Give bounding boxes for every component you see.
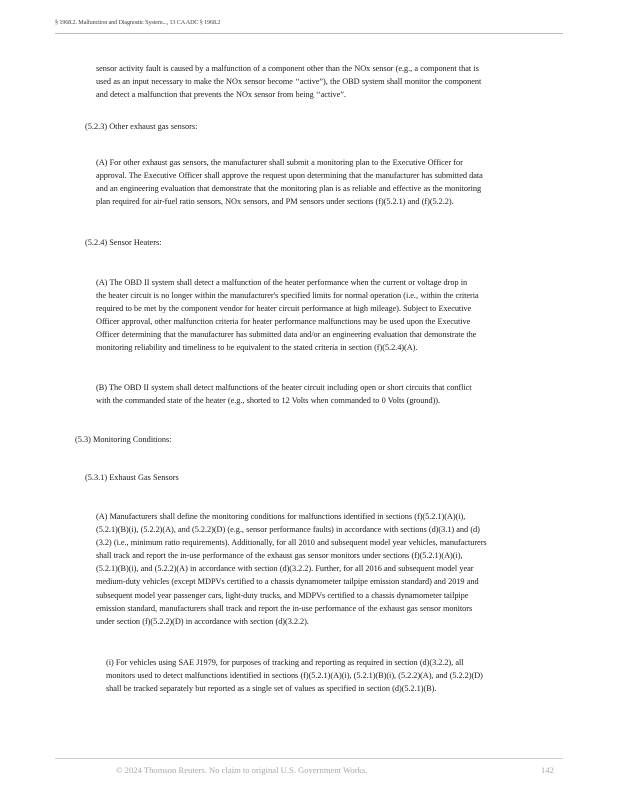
section-heading-5-2-4: (5.2.4) Sensor Heaters: [85,238,162,247]
section-heading-5-3-1: (5.3.1) Exhaust Gas Sensors [85,473,179,482]
paragraph-5-3-1-A [96,510,487,628]
text-line: required to be met by the component vendor for heater circuit performance at high mileage). Subject to Executive [96,304,472,314]
text-line: emission standard, manufacturers shall track and report the in-use performance of the exhaust gas sensor monitors [96,603,473,613]
text-line: monitoring reliability and timeliness to be equivalent to the stated criteria in section (f)(5.2.4)(A). [96,343,418,353]
text-line: with the commanded state of the heater (e.g., shorted to 12 Volts when commanded to 0 Volts (ground)). [96,396,441,406]
text-line: (A) Manufacturers shall define the monitoring conditions for malfunctions identified in sections (f)(5.2.1)(A)(i), [96,512,466,521]
text-line: Officer determining that the manufacturer has submitted data and/or an engineering evaluation that demonstrate the [96,330,477,340]
paragraph-5-2-4-A [96,276,479,355]
text-line: shall be tracked separately but reported as a single set of values as specified in section (d)(5.2.1)(B). [106,684,437,694]
text-line: (5.2.1)(B)(i), (5.2.2)(A), and (5.2.2)(D) (e.g., sensor performance faults) in accordance with sections (d)(3.1) and (d) [96,525,480,535]
paragraph-intro [96,62,481,101]
running-header: § 1968.2. Malfunction and Diagnostic System..., 13 CA ADC § 1968.2 [55,19,221,26]
section-heading-5-2-3: (5.2.3) Other exhaust gas sensors: [85,122,198,131]
text-line: subsequent model year passenger cars, light-duty trucks, and MDPVs certified to a chassis dynamometer tailpipe [96,590,469,600]
footer-copyright: © 2024 Thomson Reuters. No claim to original U.S. Government Works. [116,765,368,775]
text-line: and detect a malfunction that prevents the NOx sensor from being ‘‘active”. [96,90,346,100]
text-line: under section (f)(5.2.2)(D) in accordance with section (d)(3.2.2). [96,616,309,626]
text-line: approval. The Executive Officer shall approve the request upon determining that the manufacturer has submitted data [96,171,483,181]
text-line: (A) For other exhaust gas sensors, the manufacturer shall submit a monitoring plan to the Executive Officer for [96,158,463,167]
text-line: medium-duty vehicles (except MDPVs certified to a chassis dynamometer tailpipe emission standard) and 2019 and [96,577,479,587]
text-line: plan required for air-fuel ratio sensors, NOx sensors, and PM sensors under sections (f)(5.2.1) and (f)(5.2.2). [96,197,454,207]
text-line: (3.2) (i.e., minimum ratio requirements). Additionally, for all 2010 and subsequent model year vehicles, manufacturers [96,538,487,548]
text-line: sensor activity fault is caused by a malfunction of a component other than the NOx sensor (e.g., a component that is [96,64,479,73]
header-divider [55,33,563,34]
text-line: the heater circuit is no longer within the manufacturer's specified limits for normal operation (i.e., within the criteria [96,291,479,301]
text-line: (5.2.1)(B)(i), and (5.2.2)(A) in accordance with section (d)(3.2.2). Further, for all 2016 and subsequent model year [96,564,474,574]
text-line: monitors used to detect malfunctions identified in sections (f)(5.2.1)(A)(i), (5.2.1)(B)(i), (5.2.2)(A), and (5.2.2)(D) [106,671,483,681]
text-line: and an engineering evaluation that demonstrate that the monitoring plan is as reliable and effective as the monitoring [96,184,482,194]
text-line: Officer approval, other malfunction criteria for heater performance malfunctions may be used upon the Executive [96,317,471,327]
text-line: (A) The OBD II system shall detect a malfunction of the heater performance when the current or voltage drop in [96,278,468,287]
text-line: used as an input necessary to make the NOx sensor become ‘‘active”), the OBD system shall monitor the component [96,77,482,87]
section-heading-5-3: (5.3) Monitoring Conditions: [75,435,172,444]
text-line: (i) For vehicles using SAE J1979, for purposes of tracking and reporting as required in section (d)(3.2.2), all [106,658,464,667]
paragraph-5-2-3-A [96,156,483,208]
paragraph-5-2-4-B [96,381,472,407]
text-line: shall track and report the in-use performance of the exhaust gas sensor monitors under sections (f)(5.2.1)(A)(i), [96,551,463,561]
text-line: (B) The OBD II system shall detect malfunctions of the heater circuit including open or short circuits that conflict [96,383,472,392]
paragraph-5-3-1-A-i [106,656,483,695]
page-number: 142 [541,765,554,775]
footer-divider [55,758,563,759]
